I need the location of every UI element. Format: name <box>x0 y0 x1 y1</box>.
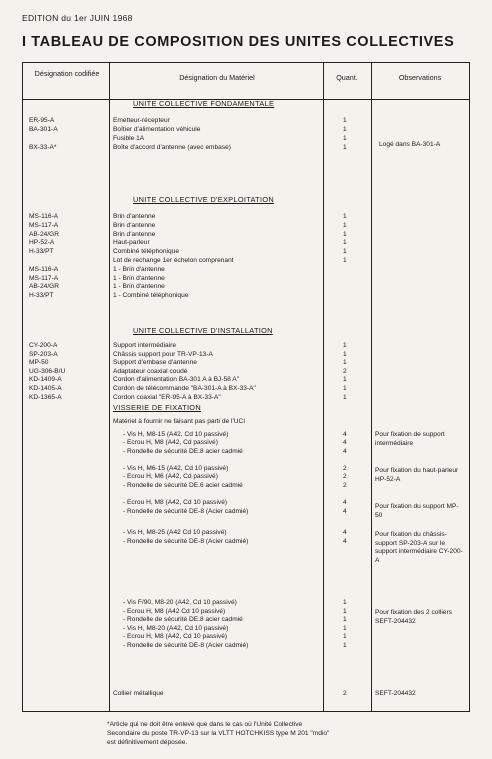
installation-row-designation: Cordon coaxial "ER-95-A à BX-33-A" <box>113 393 221 401</box>
exploitation-row-code: MS-116-A <box>29 213 59 220</box>
visserie-row-quantity: 1 <box>343 599 347 606</box>
exploitation-row-quantity: 1 <box>343 221 347 229</box>
visserie-row-designation: - Ecrou H, M8 (A42, Cd passivé) <box>123 439 218 446</box>
exploitation-row-quantity: 1 <box>343 248 347 256</box>
header-designation-codifiee: Désignation codifiée <box>34 69 100 78</box>
exploitation-row-code: HP-52-A <box>29 239 55 247</box>
column-divider <box>323 63 324 711</box>
fondamentale-row-quantity: 1 <box>343 126 347 133</box>
exploitation-row-designation: 1 - Brin d'antenne <box>113 274 165 282</box>
visserie-row-designation: - Rondelle de sécurité DE-8 (Acier cadmié) <box>123 642 249 649</box>
column-divider <box>109 63 110 711</box>
installation-row-designation: Châssis support pour TR-VP-13-A <box>113 350 213 358</box>
fondamentale-row-quantity: 1 <box>343 117 347 124</box>
visserie-row-designation: - Vis H, M6-15 (A42, Cd 10 passivé) <box>123 465 229 472</box>
visserie-row-quantity: 1 <box>343 642 347 649</box>
exploitation-row-designation: 1 - Combiné téléphonique <box>113 292 189 300</box>
visserie-observation: Pour fixation de support intermédiaire <box>375 431 445 447</box>
visserie-row-designation: - Rondelle de sécurité DE.8 acier cadmié <box>123 616 243 623</box>
exploitation-row-quantity: 1 <box>343 213 347 220</box>
visserie-row-designation: - Vis H, M8-15 (A42, Cd 10 passivé) <box>123 431 229 438</box>
visserie-row-quantity: 2 <box>343 465 347 472</box>
visserie-row-designation: - Rondelle de sécurité DE-8 (Acier cadmié) <box>123 538 249 545</box>
visserie-row-quantity: 4 <box>343 448 347 455</box>
exploitation-row-designation: Lot de rechange 1er échelon comprenant <box>113 257 234 264</box>
section-visserie: VISSERIE DE FIXATION <box>113 403 201 412</box>
visserie-row-quantity: 4 <box>343 431 347 438</box>
installation-row-code: KD-1365-A <box>29 393 62 401</box>
installation-row-quantity: 2 <box>343 367 347 375</box>
header-observations: Observations <box>398 73 442 82</box>
fondamentale-row-quantity: 1 <box>343 135 347 142</box>
visserie-row-quantity: 4 <box>343 529 347 536</box>
installation-row-designation: Support d'embase d'antenne <box>113 359 197 367</box>
edition-date: EDITION du 1er JUIN 1968 <box>22 13 133 23</box>
installation-row-designation: Cordon d'alimentation BA-301 A à BJ-58 A" <box>113 376 240 384</box>
header-quantite: Quant. <box>336 73 358 82</box>
installation-row-code: KD-1405-A <box>29 385 62 392</box>
exploitation-row-quantity: 1 <box>343 230 347 238</box>
visserie-row-designation: - Vis H, M8-20 (A42, Cd 10 passivé) <box>123 625 229 632</box>
exploitation-row-code: MS-117-A <box>29 274 59 282</box>
exploitation-row-code: AB-24/GR <box>29 230 60 238</box>
visserie-row-designation: - Vis F/90, M8-20 (A42, Cd 10 passivé) <box>123 599 237 606</box>
fondamentale-observation: Logé dans BA-301-A <box>379 141 441 148</box>
installation-row-quantity: 1 <box>343 359 347 367</box>
visserie-observation: Pour fixation du support MP-50 <box>375 503 459 519</box>
exploitation-row-designation: Brin d'antenne <box>113 213 156 220</box>
exploitation-row-code: H-33/PT <box>29 292 54 300</box>
installation-row-quantity: 1 <box>343 385 347 392</box>
visserie-row-designation: - Ecrou H, M8 (A42, Cd 10 passivé) <box>123 499 228 506</box>
exploitation-row-code: AB-24/GR <box>29 283 60 291</box>
visserie-row-quantity: 1 <box>343 625 347 632</box>
exploitation-row-designation: Combiné téléphonique <box>113 248 179 256</box>
header-designation-materiel: Désignation du Matériel <box>179 73 255 82</box>
installation-row-quantity: 1 <box>343 350 347 358</box>
exploitation-row-code: MS-117-A <box>29 221 59 229</box>
fondamentale-row-code: ER-95-A <box>29 117 55 124</box>
installation-row-quantity: 1 <box>343 376 347 384</box>
visserie-row-quantity: 4 <box>343 499 347 506</box>
visserie-row-designation: - Rondelle de sécurité DE.8 acier cadmié <box>123 448 243 455</box>
visserie-row-quantity: 4 <box>343 508 347 515</box>
exploitation-row-designation: 1 - Brin d'antenne <box>113 283 165 291</box>
installation-row-code: MP-50 <box>29 359 49 367</box>
column-divider <box>371 63 372 711</box>
footnote: *Article qui ne doit être enlevé que dans le cas où l'Unité Collective Secondaire du poste TR-VP-13 sur la VLTT HOTCHKISS type M 201 "mdio" est définitivement déposée. <box>107 721 330 746</box>
exploitation-row-quantity: 1 <box>343 239 347 247</box>
visserie-row-designation: - Vis H, M8-25 (A42 Cd 10 passivé) <box>123 529 227 536</box>
exploitation-row-code: MS-116-A <box>29 265 59 273</box>
installation-row-designation: Adaptateur coaxial coudé <box>113 367 188 375</box>
visserie-row-designation: - Rondelle de sécurité DE.6 acier cadmié <box>123 482 243 489</box>
visserie-row-designation: - Ecrou H, M8 (A42, Cd 10 passivé) <box>123 633 228 640</box>
exploitation-row-designation: Brin d'antenne <box>113 230 156 238</box>
installation-row-code: KD-1409-A <box>29 376 62 384</box>
exploitation-row-quantity: 1 <box>343 257 347 264</box>
visserie-observation: Pour fixation des 2 colliers SEFT-204432 <box>375 609 452 625</box>
installation-row-code: UG-306-B/U <box>29 367 66 375</box>
collier-quantity: 2 <box>343 690 347 697</box>
visserie-row-quantity: 1 <box>343 616 347 623</box>
visserie-intro: Matériel à fournir ne faisant pas parti de l'UCI <box>113 418 246 425</box>
installation-row-code: SP-203-A <box>29 350 58 358</box>
exploitation-row-code: H-33/PT <box>29 248 54 256</box>
composition-table <box>22 62 470 712</box>
exploitation-row-designation: 1 - Brin d'antenne <box>113 265 165 273</box>
installation-row-designation: Cordon de télécommande "BA-301-A à BX-33-A" <box>113 385 256 392</box>
section-installation: UNITE COLLECTIVE D'INSTALLATION <box>133 326 273 335</box>
exploitation-row-designation: Haut-parleur <box>113 239 150 247</box>
visserie-row-quantity: 1 <box>343 633 347 640</box>
visserie-row-quantity: 2 <box>343 482 347 489</box>
fondamentale-row-quantity: 1 <box>343 144 347 151</box>
installation-row-quantity: 1 <box>343 342 347 349</box>
page-title: I TABLEAU DE COMPOSITION DES UNITES COLLECTIVES <box>22 34 455 50</box>
fondamentale-row-code: BX-33-A* <box>29 144 57 151</box>
visserie-row-quantity: 4 <box>343 439 347 446</box>
collier-observation: SEFT-204432 <box>375 690 416 697</box>
visserie-row-designation: - Ecrou H, M8 (A42 Cd 10 passivé) <box>123 608 226 615</box>
fondamentale-row-designation: Boîte d'accord d'antenne (avec embase) <box>113 144 231 151</box>
exploitation-row-designation: Brin d'antenne <box>113 221 156 229</box>
visserie-row-designation: - Ecrou H, M6 (A42, Cd passivé) <box>123 473 218 480</box>
installation-row-code: CY-200-A <box>29 342 58 349</box>
fondamentale-row-designation: Boîtier d'alimentation véhicule <box>113 126 201 133</box>
visserie-row-quantity: 2 <box>343 473 347 480</box>
fondamentale-row-designation: Fusible 1A <box>113 135 145 142</box>
section-fondamentale: UNITE COLLECTIVE FONDAMENTALE <box>133 99 275 108</box>
visserie-observation: Pour fixation du haut-parleur HP-52-A <box>375 467 459 483</box>
fondamentale-row-designation: Emetteur-récepteur <box>113 117 170 124</box>
installation-row-designation: Support intermédiaire <box>113 342 177 349</box>
visserie-row-quantity: 1 <box>343 608 347 615</box>
visserie-row-quantity: 4 <box>343 538 347 545</box>
section-exploitation: UNITE COLLECTIVE D'EXPLOITATION <box>133 195 275 204</box>
collier-designation: Collier métallique <box>113 690 164 697</box>
visserie-observation: Pour fixation du châssis-support SP-203-A sur le support intermédiaire CY-200-A <box>375 531 463 564</box>
installation-row-quantity: 1 <box>343 393 347 401</box>
fondamentale-row-code: BA-301-A <box>29 126 58 133</box>
visserie-row-designation: - Rondelle de sécurité DE-8 (Acier cadmié) <box>123 508 249 515</box>
